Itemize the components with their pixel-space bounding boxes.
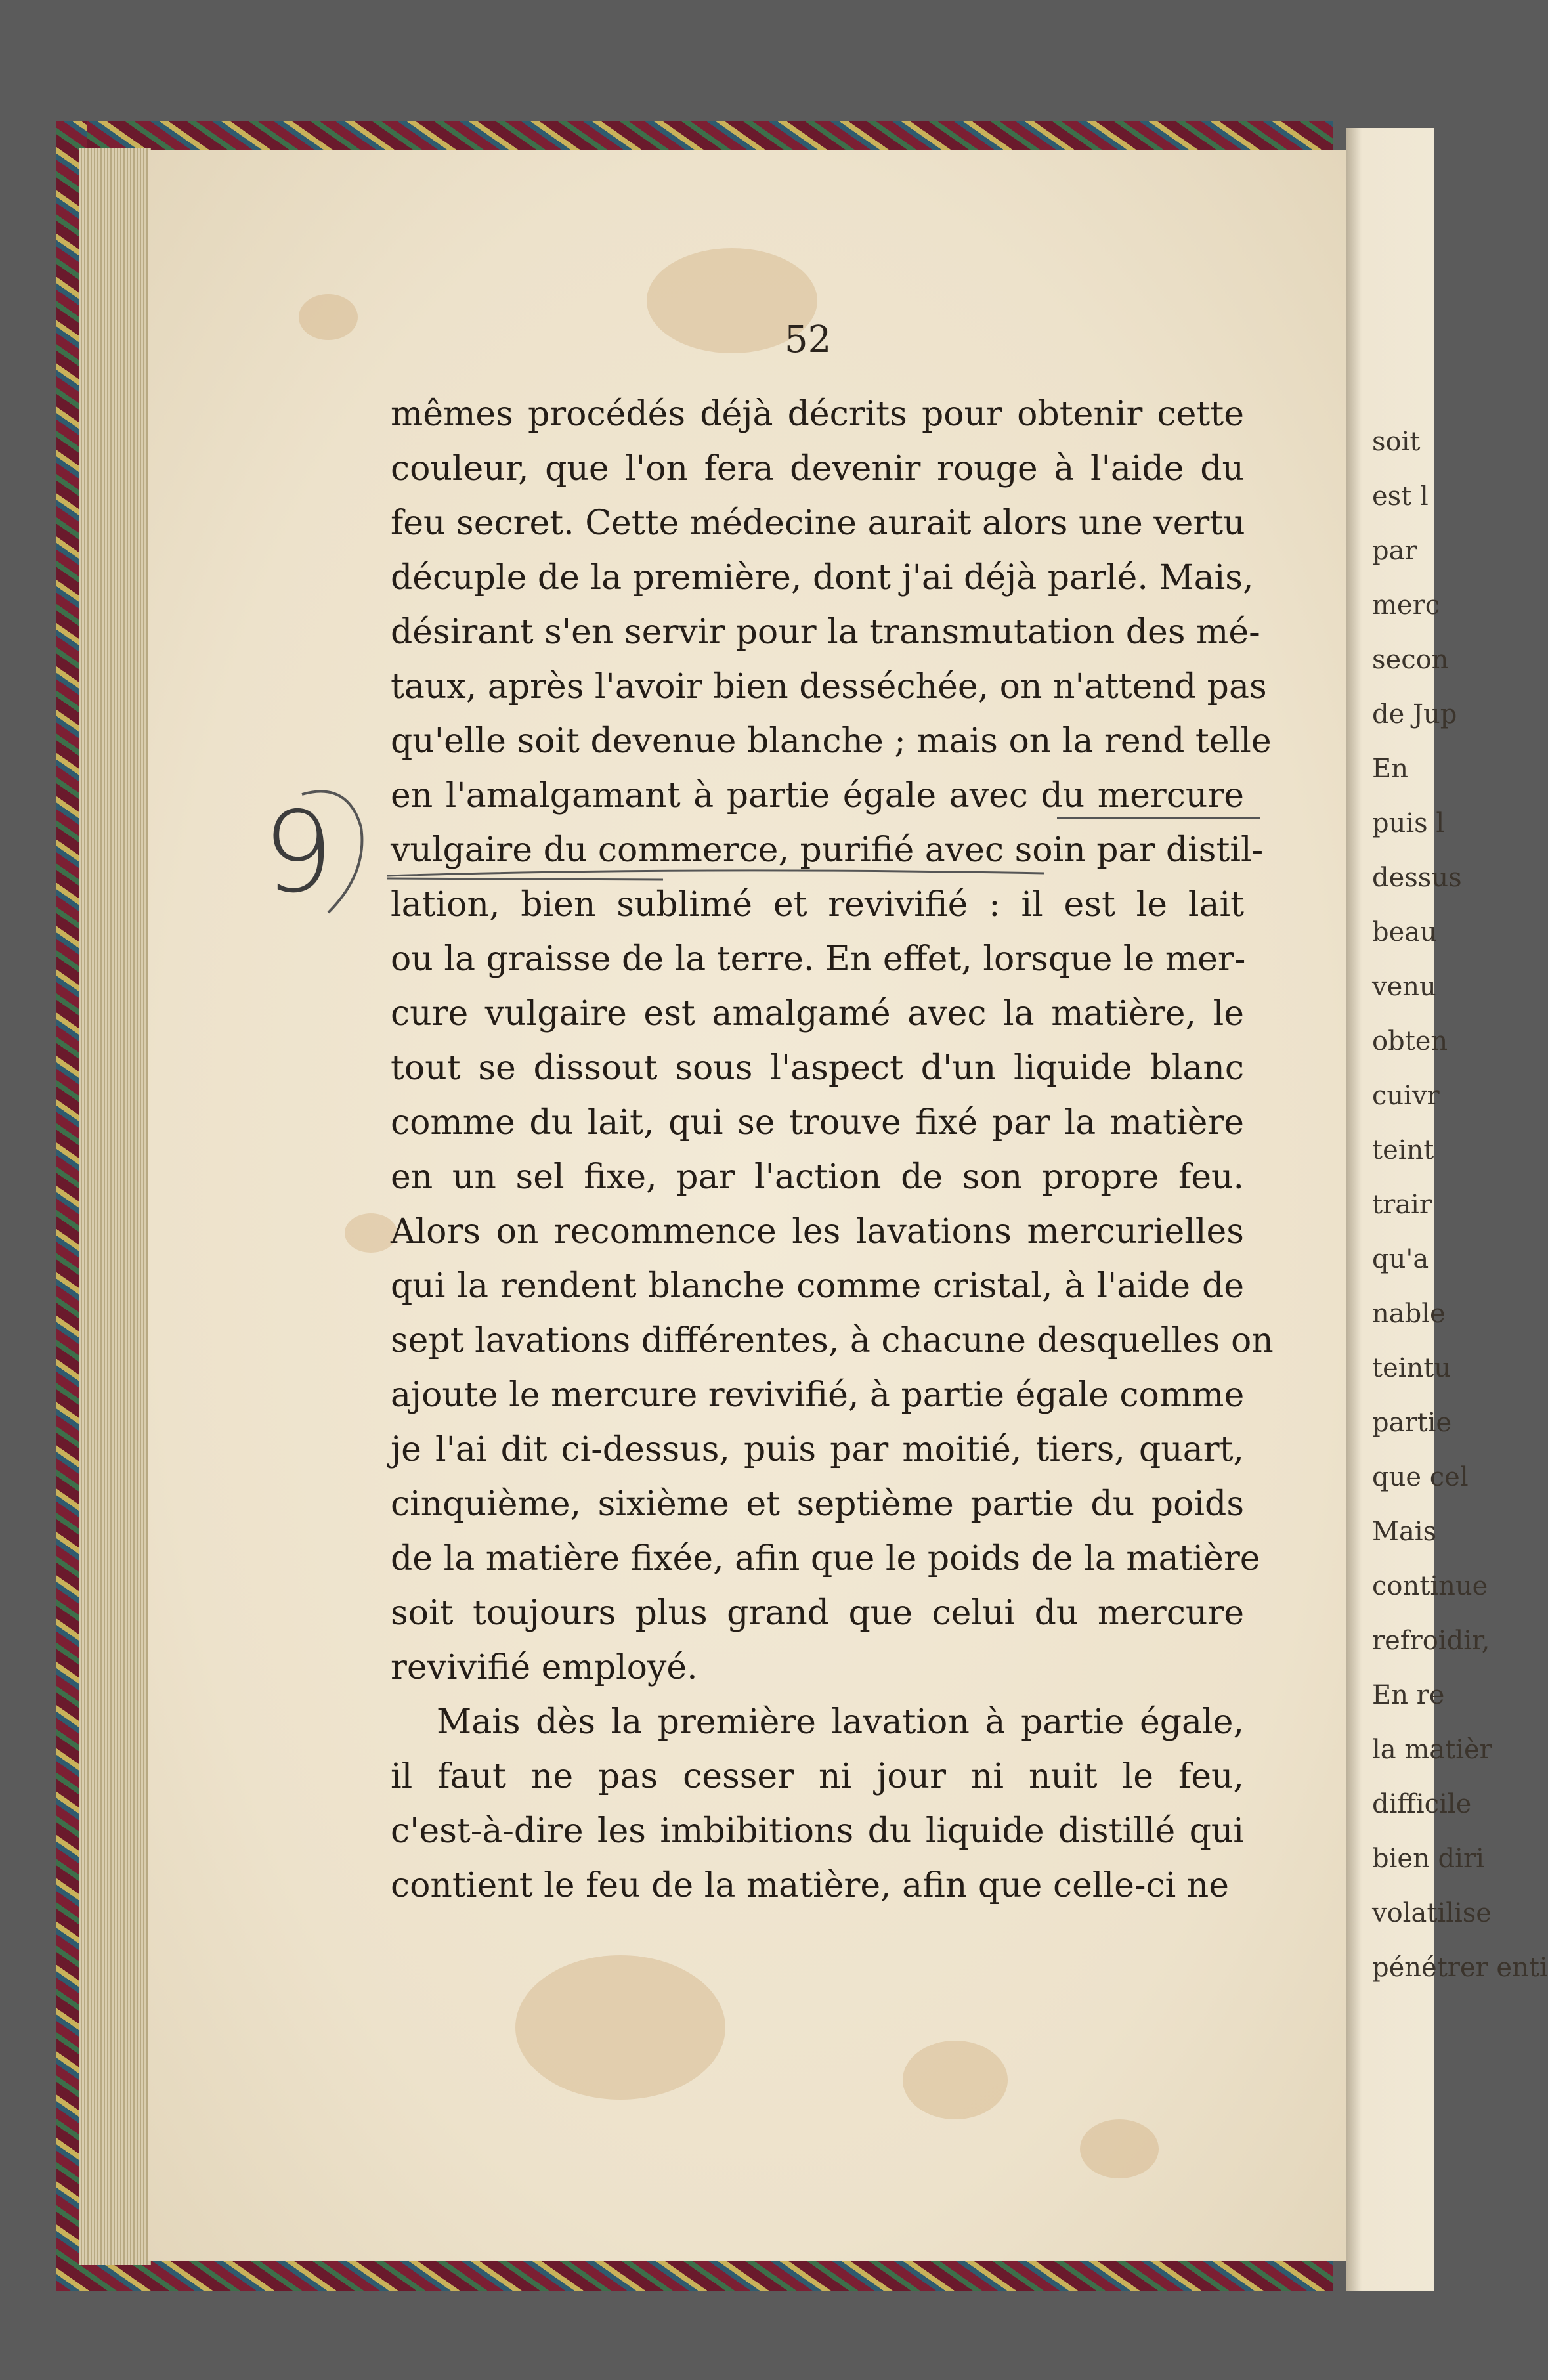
text-line: il faut ne pas cesser ni jour ni nuit le feu, xyxy=(391,1757,1244,1796)
text-line: sept lavations différentes, à chacune desquelles on xyxy=(391,1321,1274,1360)
text-line: vulgaire du commerce, purifié avec soin par distil- xyxy=(391,831,1264,870)
next-page-word: cuivr xyxy=(1372,1081,1440,1111)
next-page-word: secon xyxy=(1372,645,1449,675)
text-line: qui la rendent blanche comme cristal, à l'aide de xyxy=(391,1266,1244,1306)
next-page-word: difficile xyxy=(1372,1789,1472,1819)
next-page-word: dessus xyxy=(1372,863,1462,893)
pencil-underline xyxy=(289,775,1264,932)
text-line: décuple de la première, dont j'ai déjà parlé. Mais, xyxy=(391,558,1254,597)
text-line: soit toujours plus grand que celui du mercure xyxy=(391,1593,1244,1633)
next-page-word: En re xyxy=(1372,1680,1445,1710)
margin-note: 9 xyxy=(263,788,334,918)
page-number: 52 xyxy=(785,318,832,361)
text-line: contient le feu de la matière, afin que celle-ci ne xyxy=(391,1866,1229,1905)
text-line: couleur, que l'on fera devenir rouge à l'aide du xyxy=(391,449,1244,488)
next-page-word: la matièr xyxy=(1372,1735,1492,1765)
marbled-edge-bottom xyxy=(56,2259,1333,2291)
next-page-word: que cel xyxy=(1372,1462,1469,1492)
next-page-word: teintu xyxy=(1372,1353,1451,1383)
text-line: en l'amalgamant à partie égale avec du mercure xyxy=(391,776,1244,815)
text-line: feu secret. Cette médecine aurait alors une vertu xyxy=(391,504,1245,543)
next-page-word: refroidir, xyxy=(1372,1626,1490,1656)
next-page-word: obten xyxy=(1372,1026,1448,1056)
next-page-word: est l xyxy=(1372,481,1429,511)
next-page-word: venu xyxy=(1372,972,1436,1002)
next-page-word: continue xyxy=(1372,1571,1488,1601)
page-edges xyxy=(79,148,151,2265)
next-page-word: partie xyxy=(1372,1408,1452,1438)
text-line: mêmes procédés déjà décrits pour obtenir cette xyxy=(391,395,1244,434)
text-line: comme du lait, qui se trouve fixé par la matière xyxy=(391,1103,1244,1142)
text-line: de la matière fixée, afin que le poids de la matière xyxy=(391,1539,1260,1578)
text-line: Alors on recommence les lavations mercurielles xyxy=(391,1212,1244,1251)
next-page-word: pénétrer enti xyxy=(1372,1953,1548,1983)
text-line: Mais dès la première lavation à partie égale, xyxy=(437,1702,1244,1742)
text-line: en un sel fixe, par l'action de son propre feu. xyxy=(391,1158,1244,1197)
text-line: cinquième, sixième et septième partie du poids xyxy=(391,1484,1244,1524)
next-page-word: teint xyxy=(1372,1135,1434,1165)
text-line: désirant s'en servir pour la transmutation des mé- xyxy=(391,613,1260,652)
next-page-word: merc xyxy=(1372,590,1440,620)
next-page-word: de Jup xyxy=(1372,699,1457,729)
text-line: ajoute le mercure revivifié, à partie égale comme xyxy=(391,1375,1245,1415)
text-line: cure vulgaire est amalgamé avec la matière, le xyxy=(391,994,1244,1033)
text-line: qu'elle soit devenue blanche ; mais on la rend telle xyxy=(391,722,1272,761)
text-line: c'est-à-dire les imbibitions du liquide distillé qui xyxy=(391,1811,1244,1851)
next-page-word: par xyxy=(1372,536,1417,566)
text-line: taux, après l'avoir bien desséchée, on n'attend pas xyxy=(391,667,1267,706)
text-line: revivifié employé. xyxy=(391,1648,698,1687)
next-page-word: volatilise xyxy=(1372,1898,1492,1928)
next-page-word: Mais xyxy=(1372,1517,1437,1547)
text-line: lation, bien sublimé et revivifié : il est le lait xyxy=(391,885,1244,924)
next-page-word: trair xyxy=(1372,1190,1432,1220)
text-line: je l'ai dit ci-dessus, puis par moitié, tiers, quart, xyxy=(391,1430,1244,1469)
next-page-word: nable xyxy=(1372,1299,1446,1329)
next-page-word: En xyxy=(1372,754,1408,784)
text-line: ou la graisse de la terre. En effet, lorsque le mer- xyxy=(391,940,1246,979)
next-page-word: beau xyxy=(1372,917,1437,947)
next-page-word: qu'a xyxy=(1372,1244,1429,1274)
next-page-word: puis l xyxy=(1372,808,1445,838)
next-page-word: bien diri xyxy=(1372,1844,1484,1874)
page-text xyxy=(391,387,1274,1913)
text-line: tout se dissout sous l'aspect d'un liquide blanc xyxy=(391,1049,1244,1088)
next-page-word: soit xyxy=(1372,427,1421,457)
marbled-edge-top xyxy=(56,121,1333,153)
